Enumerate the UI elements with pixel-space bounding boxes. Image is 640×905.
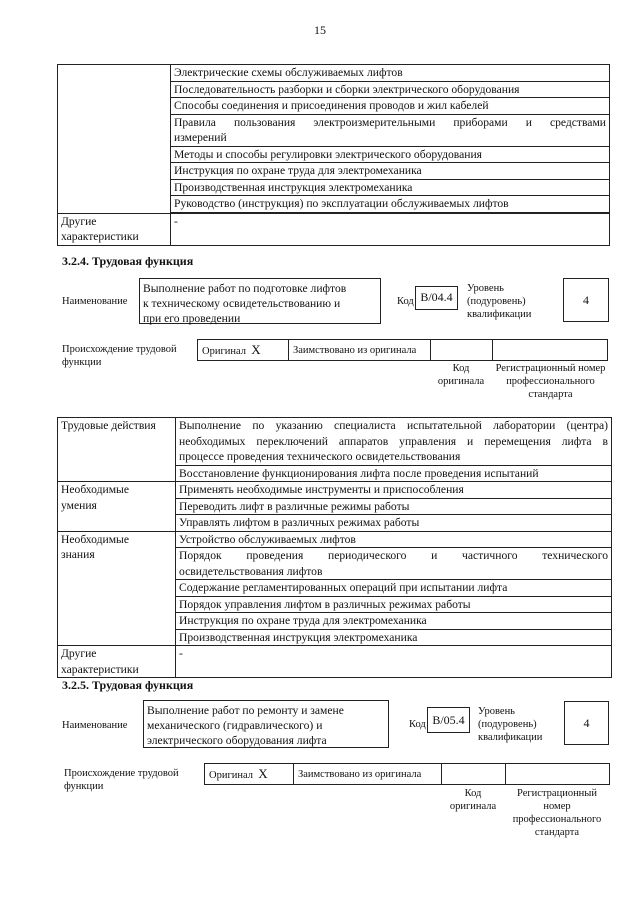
code-original-caption: Код оригинала [437, 363, 485, 387]
reg-number-caption: Регистрационный номер профессионального стандарта [512, 788, 602, 838]
code-value: B/05.4 [427, 707, 470, 733]
code-value: B/04.4 [415, 286, 458, 310]
page-number: 15 [314, 23, 326, 37]
table-row: Производственная инструкция электромеханика [171, 179, 610, 196]
function-name-box: Выполнение работ по подготовке лифтов к техническому освидетельствованию и при его проведении [139, 278, 381, 324]
code-label: Код [409, 719, 426, 730]
table-row: Применять необходимые инструменты и приспособления [176, 482, 612, 499]
function-name-box: Выполнение работ по ремонту и замене механического (гидравлического) и электрического оборудования лифта [143, 700, 389, 748]
table-row: Управлять лифтом в различных режимах работы [176, 515, 612, 532]
table-row: Содержание регламентированных операций при испытании лифта [176, 580, 612, 597]
origin-table [204, 763, 610, 785]
reg-number-caption: Регистрационный номер профессионального стандарта [495, 363, 606, 400]
knowledge-label: Необходимые знания [58, 531, 176, 646]
other-characteristics-value: - [171, 213, 610, 245]
origin-label: Происхождение трудовой функции [62, 344, 177, 368]
table-row: Инструкция по охране труда для электромеханика [176, 613, 612, 630]
reg-number-cell [493, 340, 608, 361]
code-label: Код [397, 296, 414, 307]
borrowed-cell: Заимствовано из оригинала [289, 340, 431, 361]
code-original-caption: Код оригинала [449, 788, 497, 812]
code-original-cell [431, 340, 493, 361]
table-row: Устройство обслуживаемых лифтов [176, 531, 612, 548]
table-row: Методы и способы регулировки электрического оборудования [171, 146, 610, 163]
name-label: Наименование [62, 296, 128, 307]
table-row: Восстановление функционирования лифта после проведения испытаний [176, 465, 612, 482]
original-cell: Оригинал X [205, 764, 294, 785]
table-row: Выполнение по указанию специалиста испытательной лаборатории (центра) необходимых переключений аппаратов управления и перемещения лифта в процессе проведения технического освидетельствования [176, 418, 612, 466]
origin-label: Происхождение трудовой функции [64, 768, 179, 792]
qualification-level-value: 4 [564, 701, 609, 745]
qualification-level-value: 4 [563, 278, 609, 322]
labor-function-table [57, 417, 612, 678]
section-title-325: 3.2.5. Трудовая функция [62, 678, 194, 692]
empty-label-cell [58, 65, 171, 214]
name-label: Наименование [62, 720, 128, 731]
other-characteristics-value: - [176, 646, 612, 678]
origin-table [197, 339, 608, 361]
table-row: Инструкция по охране труда для электромеханика [171, 163, 610, 180]
actions-label: Трудовые действия [58, 418, 176, 482]
qualification-level-label: Уровень (подуровень) квалификации [467, 283, 532, 320]
reg-number-cell [506, 764, 610, 785]
other-characteristics-label: Другие характеристики [58, 646, 176, 678]
table-row: Порядок управления лифтом в различных режимах работы [176, 596, 612, 613]
table-row: Последовательность разборки и сборки электрического оборудования [171, 81, 610, 98]
table-row: Способы соединения и присоединения проводов и жил кабелей [171, 98, 610, 115]
code-original-cell [442, 764, 506, 785]
table-row: Производственная инструкция электромеханика [176, 629, 612, 646]
original-cell: Оригинал X [198, 340, 289, 361]
table-row: Переводить лифт в различные режимы работы [176, 498, 612, 515]
table-row: Правила пользования электроизмерительными приборами и средствами измерений [171, 114, 610, 146]
skills-label: Необходимые умения [58, 482, 176, 532]
section-title-324: 3.2.4. Трудовая функция [62, 254, 194, 268]
table-row: Руководство (инструкция) по эксплуатации обслуживаемых лифтов [171, 196, 610, 213]
knowledge-continuation-table [57, 64, 610, 246]
qualification-level-label: Уровень (подуровень) квалификации [478, 706, 543, 743]
table-row: Электрические схемы обслуживаемых лифтов [171, 65, 610, 82]
borrowed-cell: Заимствовано из оригинала [294, 764, 442, 785]
other-characteristics-label: Другие характеристики [58, 213, 171, 245]
table-row: Порядок проведения периодического и частичного технического освидетельствования лифтов [176, 548, 612, 580]
